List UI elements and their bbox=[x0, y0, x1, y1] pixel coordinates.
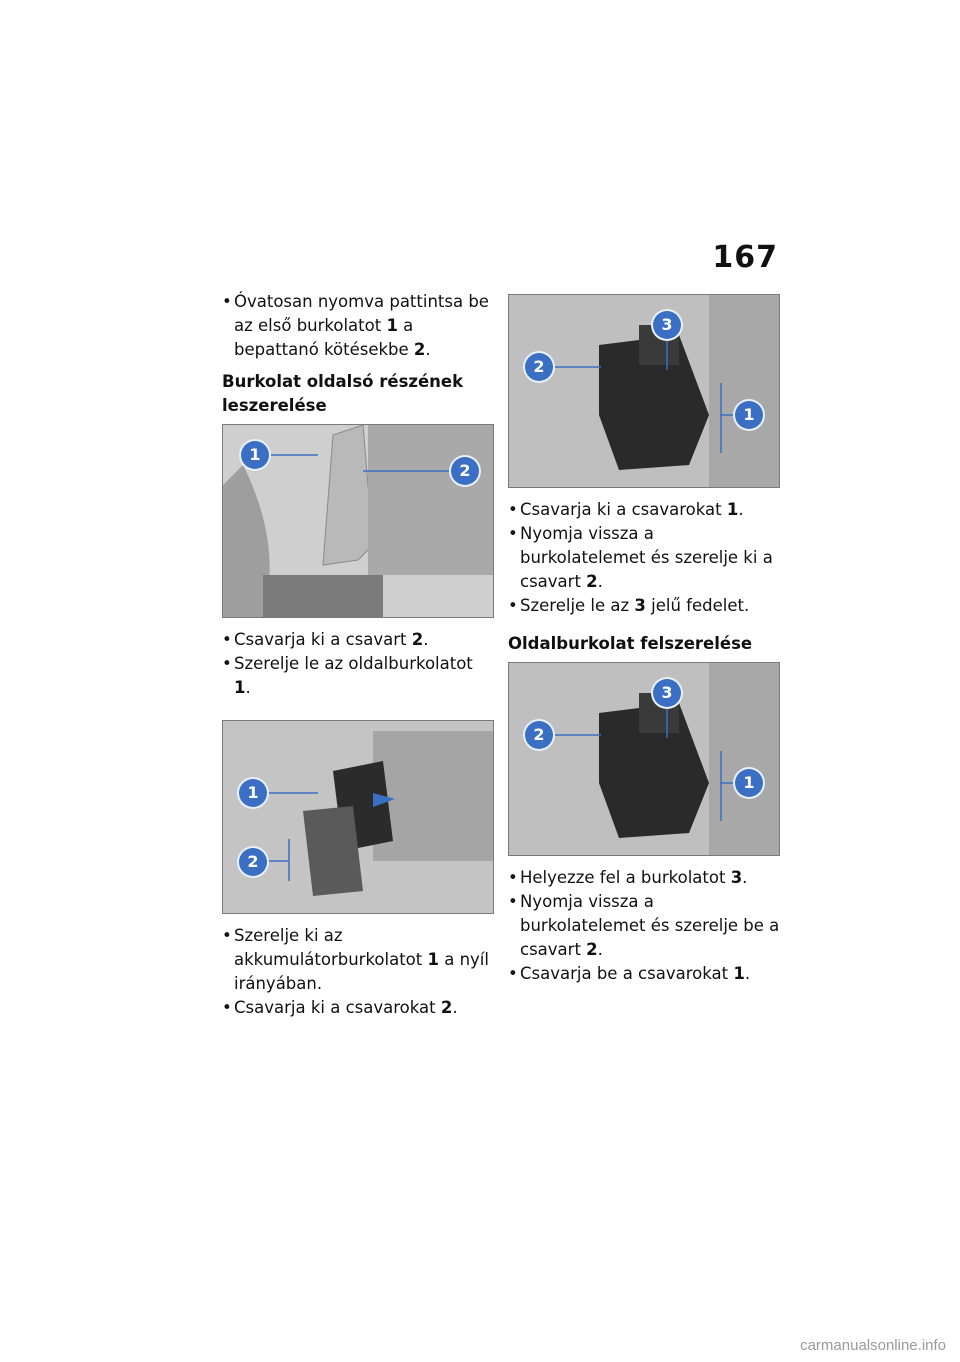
figure-cover-removal-art bbox=[509, 295, 779, 487]
step-bullet: • Csavarja ki a csavarokat 2. bbox=[222, 996, 494, 1020]
figure-cover-removal bbox=[508, 294, 780, 488]
callout-1: 1 bbox=[241, 441, 269, 469]
page-number: 167 bbox=[712, 240, 778, 275]
step-bullet: • Szerelje le az oldalburkolatot 1. bbox=[222, 652, 494, 700]
callout-1: 1 bbox=[735, 769, 763, 797]
figure-side-panel bbox=[222, 424, 494, 618]
step-bullet: • Nyomja vissza a burkolatelemet és szerelje ki a csavart 2. bbox=[508, 522, 780, 594]
figure-battery-cover bbox=[222, 720, 494, 914]
figure-cover-installation bbox=[508, 662, 780, 856]
step-bullet: • Csavarja be a csavarokat 1. bbox=[508, 962, 780, 986]
figure-cover-installation-art bbox=[509, 663, 779, 855]
step-bullet: • Csavarja ki a csavarokat 1. bbox=[508, 498, 780, 522]
step-bullet: • Helyezze fel a burkolatot 3. bbox=[508, 866, 780, 890]
callout-1: 1 bbox=[735, 401, 763, 429]
step-bullet: • Szerelje le az 3 jelű fedelet. bbox=[508, 594, 780, 618]
callout-3: 3 bbox=[653, 679, 681, 707]
heading-side-installation: Oldalburkolat felszerelése bbox=[508, 634, 753, 653]
figure-battery-cover-art bbox=[223, 721, 493, 913]
step-bullet: • Nyomja vissza a burkolatelemet és szerelje be a csavart 2. bbox=[508, 890, 780, 962]
watermark: carmanualsonline.info bbox=[800, 1337, 946, 1354]
heading-side-removal: Burkolat oldalsó részének leszerelése bbox=[222, 372, 464, 415]
callout-2: 2 bbox=[451, 457, 479, 485]
intro-bullet: • Óvatosan nyomva pattintsa be az első burkolatot 1 a bepattanó kötésekbe 2. bbox=[222, 290, 494, 362]
step-bullet: • Szerelje ki az akkumulátorburkolatot 1 a nyíl irányában. bbox=[222, 924, 494, 996]
callout-2: 2 bbox=[239, 848, 267, 876]
callout-2: 2 bbox=[525, 353, 553, 381]
callout-3: 3 bbox=[653, 311, 681, 339]
step-bullet: • Csavarja ki a csavart 2. bbox=[222, 628, 494, 652]
callout-2: 2 bbox=[525, 721, 553, 749]
left-column bbox=[222, 290, 494, 1020]
right-column bbox=[508, 294, 780, 986]
callout-1: 1 bbox=[239, 779, 267, 807]
